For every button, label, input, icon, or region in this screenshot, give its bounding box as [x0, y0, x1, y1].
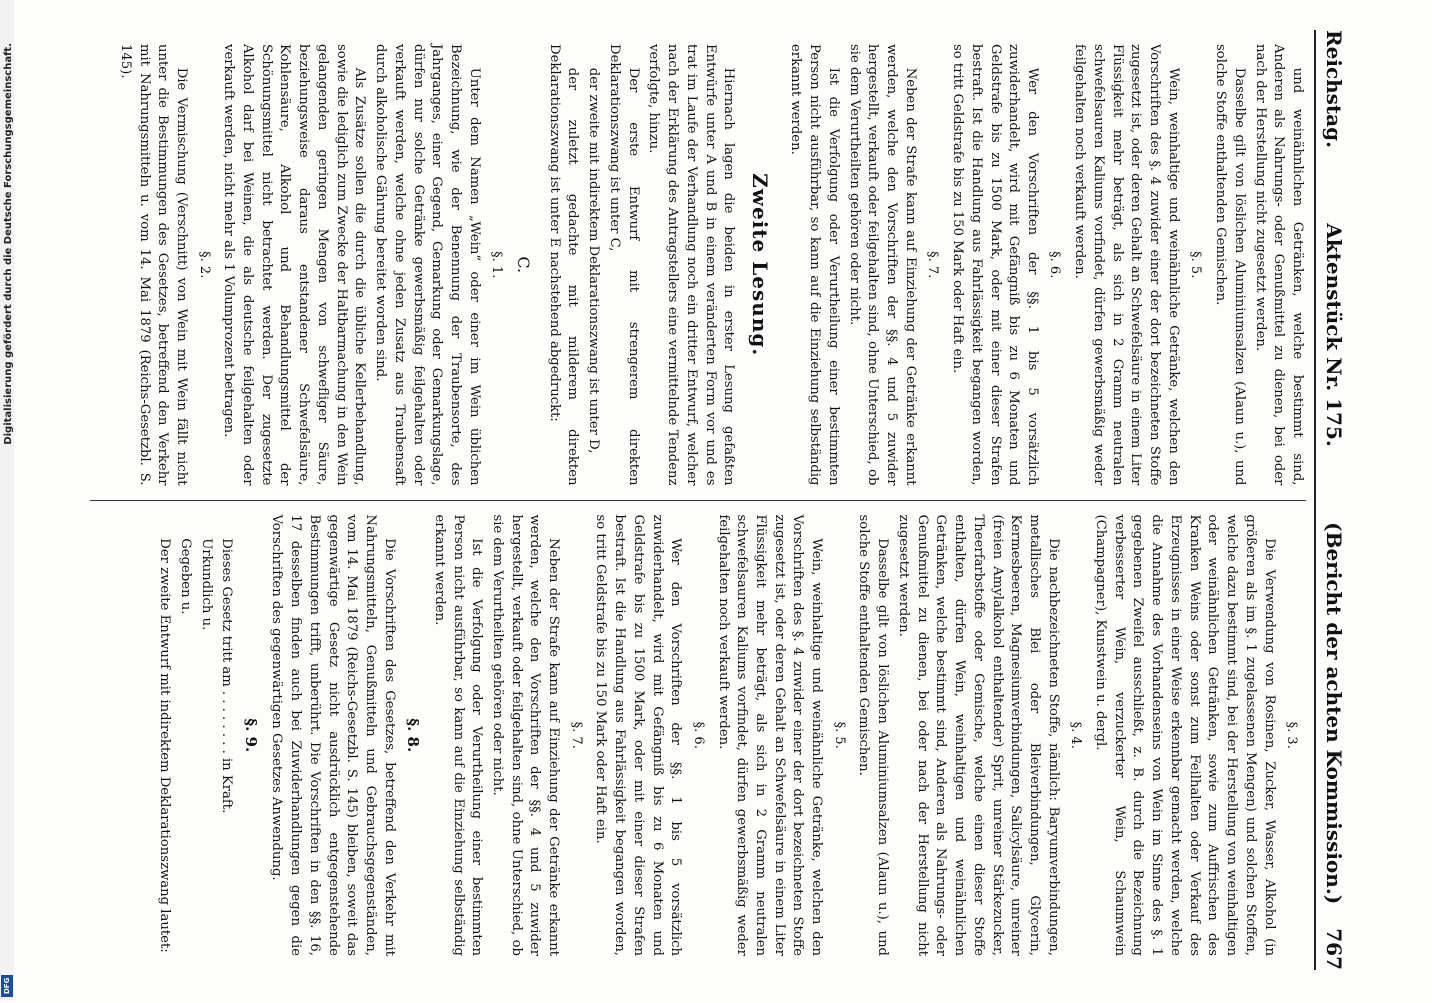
section-heading: §. 2.: [196, 251, 212, 279]
header-left: Reichstag.: [1322, 30, 1346, 149]
page-header: [1314, 30, 1352, 970]
section-heading: §. 5.: [1188, 251, 1204, 279]
paragraph: Wer den Vorschriften der §§. 1 bis 5 vorsätzlich zuwiderhandelt, wird mit Gefängniß bis zu 6 Monaten und Geldstrafe bis zu 1500 Mark, oder mit einer dieser Strafen bestraft. Ist die Handlung aus Fahrlässigkeit begangen worden, so tritt Geldstrafe bis zu 150 Mark oder Haft ein.: [593, 514, 684, 956]
reading-heading: Zweite Lesung.: [747, 173, 772, 357]
paragraph: Neben der Strafe kann auf Einziehung der Getränke erkannt werden, welche den Vorschriften der §§. 4 und 5 zuwider hergestellt, verkauft oder feilgehalten sind, ohne Unterschied, ob sie dem Verurtheilten gehören oder nicht.: [846, 44, 918, 486]
paragraph: Die Verwendung von Rosinen, Zucker, Wasser, Alkohol (in größeren als im §. 1 zugelassenen Mengen) und solchen Stoffen, welche dazu bestimmt sind, bei der Herstellung von weinhaltigen oder weinähnlichen Getränken, sowie zum Auffrischen des Kranken Weins oder sonst zum Feilhalten oder Verkauf des Erzeugnisses in einer Weise erkennbar gemacht werden, welche die Annahme des Vorhandenseins von Wein im Sinne des §. 1 gegebenen Zweifel ausschließt, z. B. durch die Bezeichnung verbesserter Wein, verzuckerter Wein, Schaumwein (Champagner), Kunstwein u. dergl.: [1092, 514, 1277, 956]
paragraph: Urkundlich u.: [198, 538, 214, 631]
paragraph: Gegeben u.: [177, 538, 193, 615]
section-heading: §. 3.: [1284, 721, 1299, 749]
paragraph: Wein, weinhaltige und weinähnliche Getränke, welchen den Vorschriften des §. 4 zuwider einer der dort bezeichneten Stoffe zugesetzt ist, oder deren Gehalt an Schwefelsäure in einem Liter Flüssigkeit mehr beträgt, als sich in 2 Gramm neutralen schwefelsauren Kaliums vorfindet, dürfen gewerbsmäßig weder feilgehalten noch verkauft werden.: [1072, 44, 1181, 486]
section-heading: §. 8.: [404, 718, 423, 753]
paragraph: Dieses Gesetz tritt am . . . . . . . . in Kraft.: [219, 538, 235, 814]
header-center: Aktenstück Nr. 175.: [1322, 223, 1346, 447]
section-heading: §. 1.: [489, 251, 505, 279]
rotated-document: [80, 0, 1360, 1000]
rotated-page-area: [80, 0, 1360, 1000]
right-column: [90, 500, 1306, 971]
page-number: 767: [1322, 928, 1346, 970]
section-heading: §. 9.: [241, 718, 260, 753]
paragraph: und weinähnlichen Getränken, welche bestimmt sind, Anderen als Nahrungs- oder Genußmittel zu dienen, bei oder nach der Herstellung nicht zugesetzt werden.: [1252, 44, 1305, 486]
digitization-sidebar: [0, 0, 14, 1000]
header-right: (Bericht der achten Kommission.): [1322, 522, 1346, 905]
paragraph: Die nachbezeichneten Stoffe, nämlich: Baryumverbindungen, metallisches Blei oder Bleiverbindungen, Glycerin, Kermesbeeren, Magnesiumverbindungen, Salicylsäure, unreiner (freien Amylalkohol enthaltender) Sprit, unreiner Stärkezucker, Theerfarbstoffe oder Gemische, welche einen dieser Stoffe enthalten, dürfen Wein, weinhaltigen und weinähnlichen Getränken, welche bestimmt sind, Anderen als Nahrungs- oder Genußmittel zu dienen, bei oder nach der Herstellung nicht zugesetzt werden.: [895, 514, 1061, 956]
paragraph: Die Vermischung (Verschnitt) von Wein mit Wein fällt nicht unter die Bestimmungen des Gesetzes, betreffend den Verkehr mit Nahrungsmitteln u. vom 14. Mai 1879 (Reichs-Gesetzbl. S. 145).: [117, 44, 190, 486]
paragraph: Ist die Verfolgung oder Verurtheilung einer bestimmten Person nicht ausführbar, so kann auf die Einziehung selbständig erkannt werden.: [431, 514, 485, 956]
paragraph: Wer den Vorschriften der §§. 1 bis 5 vorsätzlich zuwiderhandelt, wird mit Gefängniß bis zu 6 Monaten und Geldstrafe bis zu 1500 Mark, oder mit einer dieser Strafen bestraft. Ist die Handlung aus Fahrlässigkeit begangen worden, so tritt Geldstrafe bis zu 150 Mark oder Haft ein.: [950, 44, 1041, 486]
left-column: [90, 30, 1306, 500]
paragraph: Unter dem Namen „Wein“ oder einer im Wein üblichen Bezeichnung, wie der Benennung der Traubensorte, des Jahrganges, einer Gegend, Gemarkung oder Gemarkungslage, dürfen nur solche Getränke gewerbsmäßig feilgehalten oder verkauft werden, welche ohne jeden Zusatz aus Traubensaft durch alkoholische Gährung bereitet worden sind.: [373, 44, 482, 486]
section-heading: §. 7.: [925, 251, 941, 279]
paragraph: Ist die Verfolgung oder Verurtheilung einer bestimmten Person nicht ausführbar, so kann auf die Einziehung selbständig erkannt werden.: [788, 44, 841, 486]
paragraph: Neben der Strafe kann auf Einziehung der Getränke erkannt werden, welche den Vorschriften der §§. 4 und 5 zuwider hergestellt, verkauft oder feilgehalten sind, ohne Unterschied, ob sie dem Verurtheilten gehören oder nicht.: [490, 514, 562, 956]
paragraph: Hiernach lagen die beiden in erster Lesung gefaßten Entwürfe unter A und B in einem veränderten Form vor und es trat im Laufe der Verhandlung noch ein dritter Entwurf, welcher nach der Erklärung des Antragstellers eine vermittelnde Tendenz verfolgte, hinzu.: [646, 44, 737, 486]
paragraph: der zweite mit indirektem Deklarationszwang ist unter D,: [586, 67, 602, 454]
text-columns: [90, 30, 1306, 970]
paragraph: Dasselbe gilt von löslichen Aluminiumsalzen (Alaun u.), und solche Stoffe enthaltenden Gemischen.: [1213, 44, 1247, 486]
paragraph: Der erste Entwurf mit strengerem direkten Deklarationszwang ist unter C,: [606, 44, 641, 486]
draft-letter: C.: [514, 256, 534, 274]
digitization-note: Digitalisierung gefördert durch die Deutsche Forschungsgemeinschaft.: [3, 43, 14, 445]
section-heading: §. 5.: [831, 721, 847, 749]
section-heading: §. 6.: [1047, 251, 1063, 279]
paragraph: der zuletzt gedachte mit milderem direkten Deklarationszwang ist unter E nachstehend abgedruckt:: [546, 44, 581, 486]
section-heading: §. 4.: [1068, 721, 1084, 749]
paragraph: Die Vorschriften des Gesetzes, betreffend den Verkehr mit Nahrungsmitteln, Genußmitteln und Gebrauchsgegenständen, vom 14. Mai 1879 (Reichs-Gesetzbl. S. 145) bleiben, soweit das gegenwärtige Gesetz nicht ausdrücklich entgegenstehende Bestimmungen trifft, unberührt. Die Vorschriften in den §§. 16, 17 desselben finden auch bei Zuwiderhandlungen gegen die Vorschriften des gegenwärtigen Gesetzes Anwendung.: [269, 514, 397, 956]
paragraph: Der zweite Entwurf mit indirektem Deklarationszwang lautet:: [157, 538, 173, 953]
dfg-logo: DFG: [1, 975, 13, 997]
paragraph: Als Zusätze sollen die durch die übliche Kellerbehandlung, sowie die lediglich zum Zwecke der Haltbarmachung in den Wein gelangenden geringen Mengen von schwefliger Säure, beziehungsweise daraus entstandener Schwefelsäure, Kohlensäure, Alkohol und Behandlungsmittel der Schönungsmittel nicht betrachtet werden. Der zugesetzte Alkohol darf bei Weinen, die als deutsche feilgehalten oder verkauft werden, nicht mehr als 1 Volumprozent betragen.: [221, 44, 368, 486]
paragraph: Wein, weinhaltige und weinähnliche Getränke, welchen den Vorschriften des §. 4 zuwider einer der dort bezeichneten Stoffe zugesetzt ist, oder deren Gehalt an Schwefelsäure in einem Liter Flüssigkeit mehr beträgt, als sich in 2 Gramm neutralen schwefelsauren Kaliums vorfindet, dürfen gewerbsmäßig weder feilgehalten noch verkauft werden.: [715, 514, 825, 956]
section-heading: §. 7.: [568, 721, 584, 749]
paragraph: Dasselbe gilt von löslichen Aluminiumsalzen (Alaun u.), und solche Stoffe enthaltenden Gemischen.: [856, 514, 891, 956]
section-heading: §. 6.: [690, 721, 706, 749]
